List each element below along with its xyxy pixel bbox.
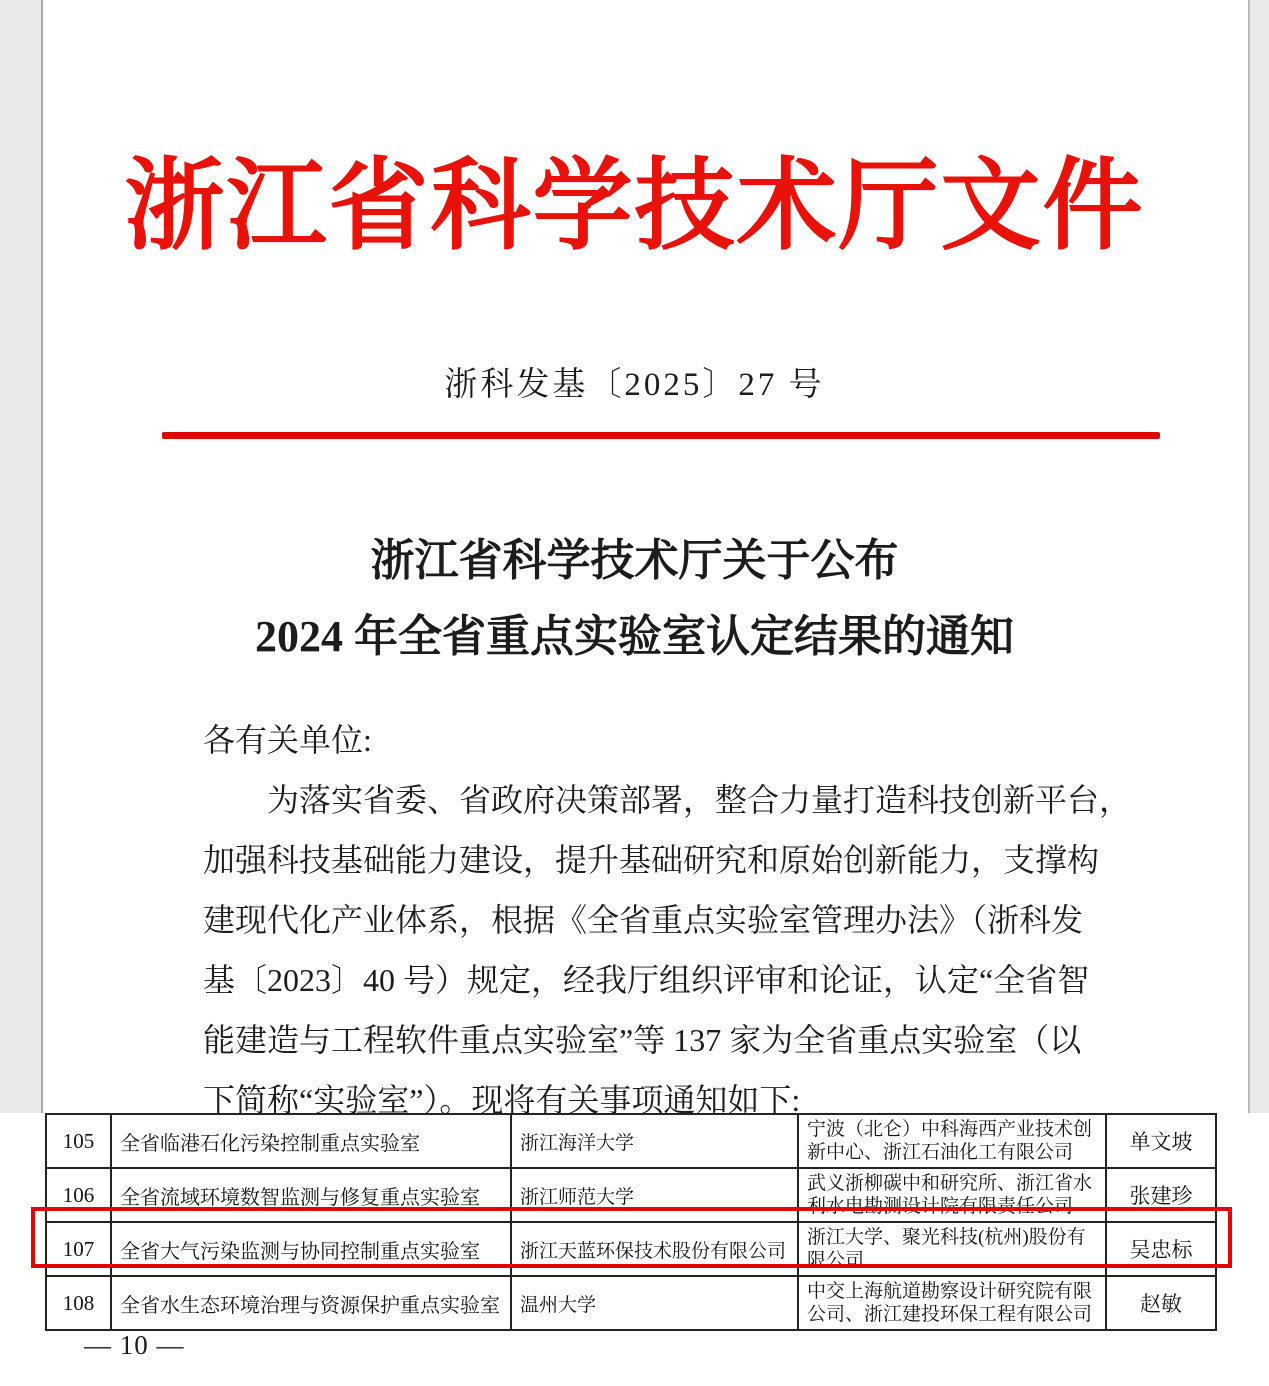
page-number: — 10 — [84,1330,185,1360]
director-cell: 吴忠标 [1106,1222,1216,1276]
notice-title-line1: 浙江省科学技术厅关于公布 [370,536,899,585]
body-paragraph-line: 能建造与工程软件重点实验室”等 137 家为全省重点实验室（以 [203,1022,1082,1058]
director-cell: 赵敏 [1106,1276,1216,1330]
institution-cell: 浙江海洋大学 [511,1114,798,1168]
director-cell: 单文坡 [1106,1114,1216,1168]
table-row [46,1276,1216,1330]
institution-cell: 浙江天蓝环保技术股份有限公司 [511,1222,798,1276]
director-cell: 张建珍 [1106,1168,1216,1222]
partners-cell: 中交上海航道勘察设计研究院有限公司、浙江建投环保工程有限公司 [798,1276,1106,1330]
row-number-cell: 106 [46,1168,111,1222]
table-row [46,1114,1216,1168]
body-paragraph-line: 为落实省委、省政府决策部署，整合力量打造科技创新平台， [267,782,1132,818]
partners-cell: 浙江大学、聚光科技(杭州)股份有限公司 [798,1222,1106,1276]
institution-cell: 温州大学 [511,1276,798,1330]
partners-cell: 宁波（北仑）中科海西产业技术创新中心、浙江石油化工有限公司 [798,1114,1106,1168]
lab-name-cell: 全省水生态环境治理与资源保护重点实验室 [111,1276,511,1330]
body-paragraph-line: 基〔2023〕40 号）规定，经我厅组织评审和论证，认定“全省智 [203,962,1090,998]
document-number: 浙科发基〔2025〕27 号 [444,367,825,403]
red-divider-rule [162,432,1160,439]
lab-name-cell: 全省临港石化污染控制重点实验室 [111,1114,511,1168]
body-paragraph-line: 加强科技基础能力建设，提升基础研究和原始创新能力，支撑构 [203,842,1100,878]
notice-title-line2: 2024 年全省重点实验室认定结果的通知 [255,612,1014,661]
institution-cell: 浙江师范大学 [511,1168,798,1222]
partners-cell: 武义浙柳碳中和研究所、浙江省水利水电勘测设计院有限责任公司 [798,1168,1106,1222]
lab-name-cell: 全省大气污染监测与协同控制重点实验室 [111,1222,511,1276]
lab-table-body [46,1114,1216,1330]
body-paragraph-line: 建现代化产业体系，根据《全省重点实验室管理办法》（浙科发 [203,902,1084,938]
row-number-cell: 105 [46,1114,111,1168]
body-lines [203,770,1132,1130]
salutation: 各有关单位: [203,722,372,758]
agency-header-title: 浙江省科学技术厅文件 [124,151,1145,262]
table-row-highlighted [46,1222,1216,1276]
body-paragraph-line: 下简称“实验室”）。现将有关事项通知如下: [203,1082,801,1118]
notice-body [203,710,1132,1130]
row-number-cell: 107 [46,1222,111,1276]
lab-results-table [45,1113,1217,1331]
row-number-cell: 108 [46,1276,111,1330]
table-row [46,1168,1216,1222]
lab-name-cell: 全省流域环境数智监测与修复重点实验室 [111,1168,511,1222]
